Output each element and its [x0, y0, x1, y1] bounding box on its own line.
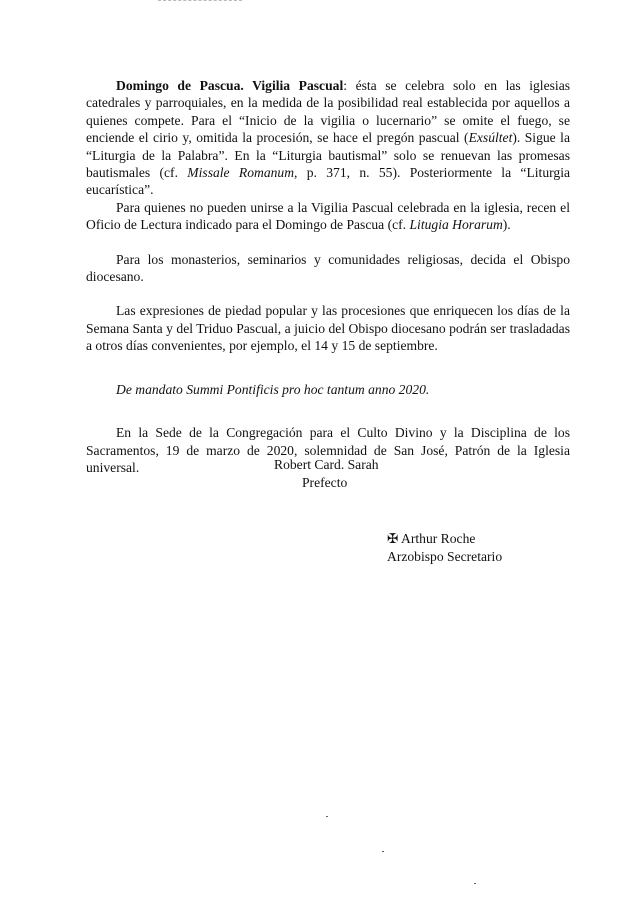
- paragraph-text: , p. 371, n. 55). Posteriormente la “Liturgia eucarística”.: [86, 165, 571, 198]
- prefect-role: Prefecto: [302, 475, 348, 490]
- paragraph-heading: Domingo de Pascua. Vigilia Pascual: [116, 78, 344, 93]
- secretary-role: Arzobispo Secretario: [387, 549, 503, 564]
- italic-term: Litugia Horarum: [409, 217, 503, 233]
- scan-speck: [326, 816, 328, 817]
- paragraph-text: : ésta se celebra solo en las iglesias catedrales y parroquiales, en la medida de la posibilidad real establecida por aquellos a quienes compete. Para el “Inicio de la vigilia o lucernario” se omite el fuego, se enciende el cirio y, omitida la procesión, se hace el pregón pascual (: [86, 78, 571, 146]
- italic-mandate: De mandato Summi Pontificis pro hoc tantum anno 2020.: [116, 381, 430, 397]
- page-top-divider: [158, 0, 242, 2]
- italic-term: Exsúltet: [468, 130, 513, 146]
- italic-term: Missale Romanum: [187, 165, 295, 181]
- document-body: [86, 77, 570, 476]
- paragraph-text: ). Sigue la “Liturgia de la Palabra”. En la “Liturgia bautismal” solo se renuevan las promesas bautismales (cf.: [86, 130, 570, 181]
- paragraph-vigilia-pascual: [86, 77, 570, 199]
- signature-secretary: [387, 530, 502, 566]
- paragraph-sede-fecha: En la Sede de la Congregación para el Culto Divino y la Disciplina de los Sacramentos, 19 de marzo de 2020, solemnidad de San José, Patrón de la Iglesia universal.: [86, 425, 570, 475]
- paragraph-piedad-popular: Las expresiones de piedad popular y las procesiones que enriquecen los días de la Semana Santa y del Triduo Pascual, a juicio del Obispo diocesano podrán ser trasladadas a otros días convenientes, por ejemplo, el 14 y 15 de septiembre.: [86, 303, 570, 354]
- signature-prefect: [274, 456, 379, 492]
- prefect-name: Robert Card. Sarah: [274, 457, 379, 472]
- paragraph-monasterios: Para los monasterios, seminarios y comunidades religiosas, decida el Obispo diocesano.: [86, 251, 570, 285]
- paragraph-oficio-lectura: [86, 199, 570, 234]
- paragraph-mandato: [86, 381, 570, 398]
- paragraph-text: Para quienes no pueden unirse a la Vigilia Pascual celebrada en la iglesia, recen el Oficio de Lectura indicado para el Domingo de Pascua (cf.: [86, 199, 570, 233]
- scan-speck: [474, 883, 476, 884]
- paragraph-text: ).: [502, 217, 511, 233]
- scan-speck: [382, 851, 384, 852]
- secretary-name: ✠ Arthur Roche: [387, 531, 476, 546]
